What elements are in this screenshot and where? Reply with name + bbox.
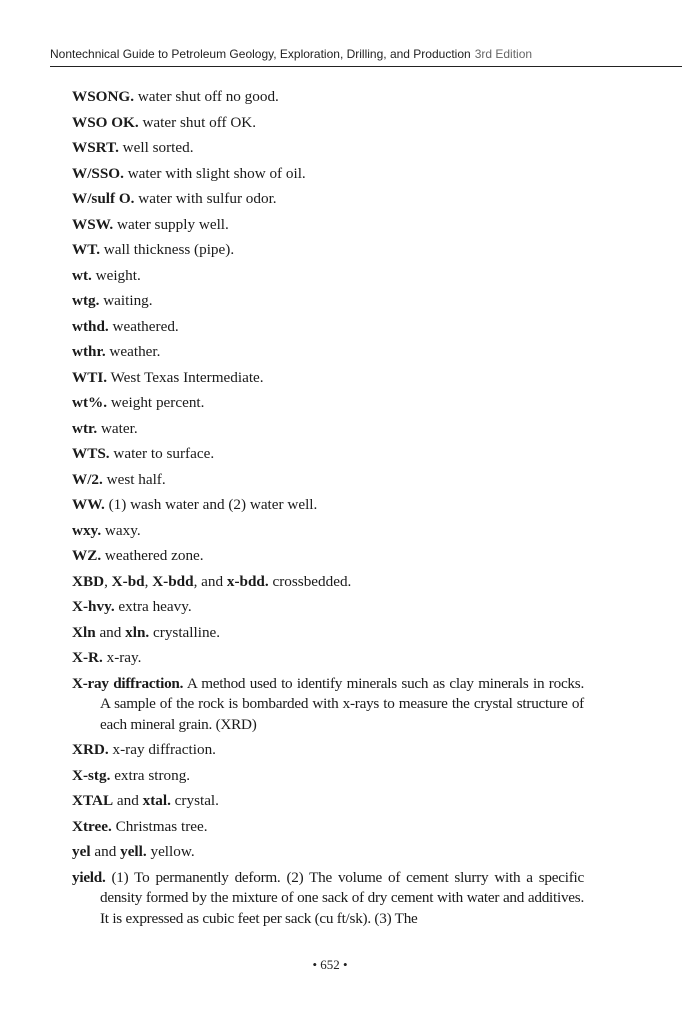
glossary-entry bbox=[72, 393, 584, 414]
glossary-definition: waiting. bbox=[99, 292, 153, 309]
glossary-term: yield. bbox=[72, 868, 106, 886]
glossary-term: x-bdd. bbox=[226, 572, 269, 590]
glossary-entry bbox=[72, 291, 584, 312]
glossary-definition: water supply well. bbox=[113, 215, 229, 233]
glossary-entry bbox=[72, 740, 584, 761]
glossary-entry bbox=[72, 113, 584, 134]
glossary-term: WSO OK. bbox=[72, 113, 139, 131]
glossary-term: WSW. bbox=[72, 215, 114, 233]
glossary-term: X-stg. bbox=[72, 766, 111, 784]
glossary-term: WW. bbox=[72, 496, 105, 513]
glossary-entry bbox=[72, 674, 584, 736]
glossary-term: wthd. bbox=[72, 317, 109, 335]
glossary-entry bbox=[72, 342, 584, 363]
glossary-definition: west half. bbox=[102, 470, 166, 488]
glossary-term: wthr. bbox=[72, 343, 106, 360]
glossary-definition: , bbox=[104, 572, 112, 590]
glossary-definition: , bbox=[144, 572, 153, 590]
glossary-entry bbox=[72, 766, 584, 787]
glossary-entry bbox=[72, 368, 584, 389]
glossary-term: X-bdd bbox=[152, 572, 194, 590]
glossary-definition: water. bbox=[97, 419, 138, 437]
glossary-term: Xtree. bbox=[72, 817, 112, 835]
glossary-entry bbox=[72, 470, 584, 491]
glossary-entry bbox=[72, 791, 584, 812]
glossary-definition: wall thickness (pipe). bbox=[100, 241, 235, 258]
edition-label: 3rd Edition bbox=[474, 47, 533, 61]
glossary-entry bbox=[72, 521, 584, 542]
glossary-entry bbox=[72, 597, 584, 618]
glossary-definition: crystalline. bbox=[149, 623, 221, 641]
glossary-definition: x-ray. bbox=[102, 649, 142, 666]
glossary-definition: water shut off OK. bbox=[138, 113, 257, 131]
glossary-term: wt%. bbox=[72, 394, 108, 411]
glossary-definition: water with slight show of oil. bbox=[123, 164, 306, 182]
glossary-entry bbox=[72, 572, 584, 593]
glossary-term: W/sulf O. bbox=[72, 190, 135, 207]
glossary-definition: and bbox=[113, 792, 143, 809]
glossary-term: wtr. bbox=[72, 419, 98, 437]
glossary-definition: water to surface. bbox=[109, 445, 215, 462]
glossary-entry bbox=[72, 842, 584, 863]
glossary-entries bbox=[72, 87, 584, 934]
glossary-term: W/2. bbox=[72, 470, 103, 488]
glossary-term: WTS. bbox=[72, 445, 110, 462]
running-header bbox=[50, 47, 682, 61]
book-title: Nontechnical Guide to Petroleum Geology, Exploration, Drilling, and Production bbox=[50, 47, 471, 61]
glossary-term: XTAL bbox=[72, 792, 114, 809]
glossary-definition: water with sulfur odor. bbox=[134, 190, 277, 207]
glossary-entry bbox=[72, 546, 584, 567]
glossary-definition: weathered. bbox=[108, 317, 179, 335]
page-number: • 652 • bbox=[312, 957, 348, 972]
glossary-term: xln. bbox=[125, 623, 150, 641]
glossary-definition: yellow. bbox=[146, 843, 195, 860]
glossary-term: X-R. bbox=[72, 649, 103, 666]
glossary-definition: A method used to identify minerals such as clay minerals in rocks. A sample of the rock is bombarded with x-rays to measure the crystal structure of each mineral grain. (XRD) bbox=[100, 674, 584, 733]
glossary-term: wtg. bbox=[72, 292, 100, 309]
glossary-term: XRD. bbox=[72, 741, 109, 758]
glossary-entry bbox=[72, 240, 584, 261]
glossary-definition: (1) wash water and (2) water well. bbox=[104, 496, 318, 513]
glossary-entry bbox=[72, 868, 584, 930]
glossary-definition: weather. bbox=[105, 343, 161, 360]
glossary-definition: (1) To permanently deform. (2) The volume of cement slurry with a specific density formed by the mixture of one sack of dry cement with water and additives. It is expressed as cubic feet per sack (cu ft/sk). (3) The bbox=[100, 868, 584, 927]
glossary-entry bbox=[72, 817, 584, 838]
glossary-definition: x-ray diffraction. bbox=[108, 741, 216, 758]
glossary-entry bbox=[72, 317, 584, 338]
glossary-term: WT. bbox=[72, 241, 100, 258]
glossary-definition: well sorted. bbox=[118, 139, 194, 156]
glossary-definition: extra heavy. bbox=[114, 598, 192, 615]
glossary-term: yel bbox=[72, 843, 91, 860]
glossary-term: Xln bbox=[72, 623, 96, 641]
glossary-entry bbox=[72, 87, 584, 108]
glossary-term: xtal. bbox=[142, 792, 171, 809]
glossary-definition: waxy. bbox=[101, 521, 141, 539]
glossary-definition: weight. bbox=[91, 266, 141, 284]
glossary-entry bbox=[72, 266, 584, 287]
glossary-entry bbox=[72, 648, 584, 669]
glossary-definition: crystal. bbox=[170, 792, 219, 809]
glossary-definition: extra strong. bbox=[110, 766, 191, 784]
glossary-term: WSRT. bbox=[72, 139, 119, 156]
glossary-term: wxy. bbox=[72, 521, 102, 539]
glossary-term: X-ray diffraction. bbox=[72, 674, 184, 692]
glossary-entry bbox=[72, 215, 584, 236]
glossary-definition: weight percent. bbox=[107, 394, 205, 411]
glossary-term: X-bd bbox=[111, 572, 145, 590]
header-rule bbox=[50, 66, 682, 67]
glossary-term: WSONG. bbox=[72, 88, 135, 105]
glossary-term: WTI. bbox=[72, 368, 108, 386]
glossary-definition: Christmas tree. bbox=[111, 817, 208, 835]
glossary-entry bbox=[72, 189, 584, 210]
glossary-entry bbox=[72, 164, 584, 185]
glossary-definition: water shut off no good. bbox=[134, 88, 279, 105]
glossary-entry bbox=[72, 138, 584, 159]
glossary-definition: and bbox=[95, 623, 126, 641]
glossary-term: X-hvy. bbox=[72, 598, 115, 615]
glossary-term: XBD bbox=[72, 572, 105, 590]
glossary-definition: weathered zone. bbox=[101, 547, 204, 564]
glossary-entry bbox=[72, 444, 584, 465]
glossary-definition: and bbox=[90, 843, 121, 860]
glossary-entry bbox=[72, 623, 584, 644]
glossary-term: W/SSO. bbox=[72, 164, 124, 182]
glossary-entry bbox=[72, 419, 584, 440]
glossary-term: wt. bbox=[72, 266, 92, 284]
glossary-definition: crossbedded. bbox=[268, 572, 352, 590]
glossary-definition: , and bbox=[193, 572, 227, 590]
glossary-definition: West Texas Intermediate. bbox=[107, 368, 264, 386]
glossary-term: yell. bbox=[120, 843, 147, 860]
glossary-entry bbox=[72, 495, 584, 516]
glossary-term: WZ. bbox=[72, 547, 102, 564]
